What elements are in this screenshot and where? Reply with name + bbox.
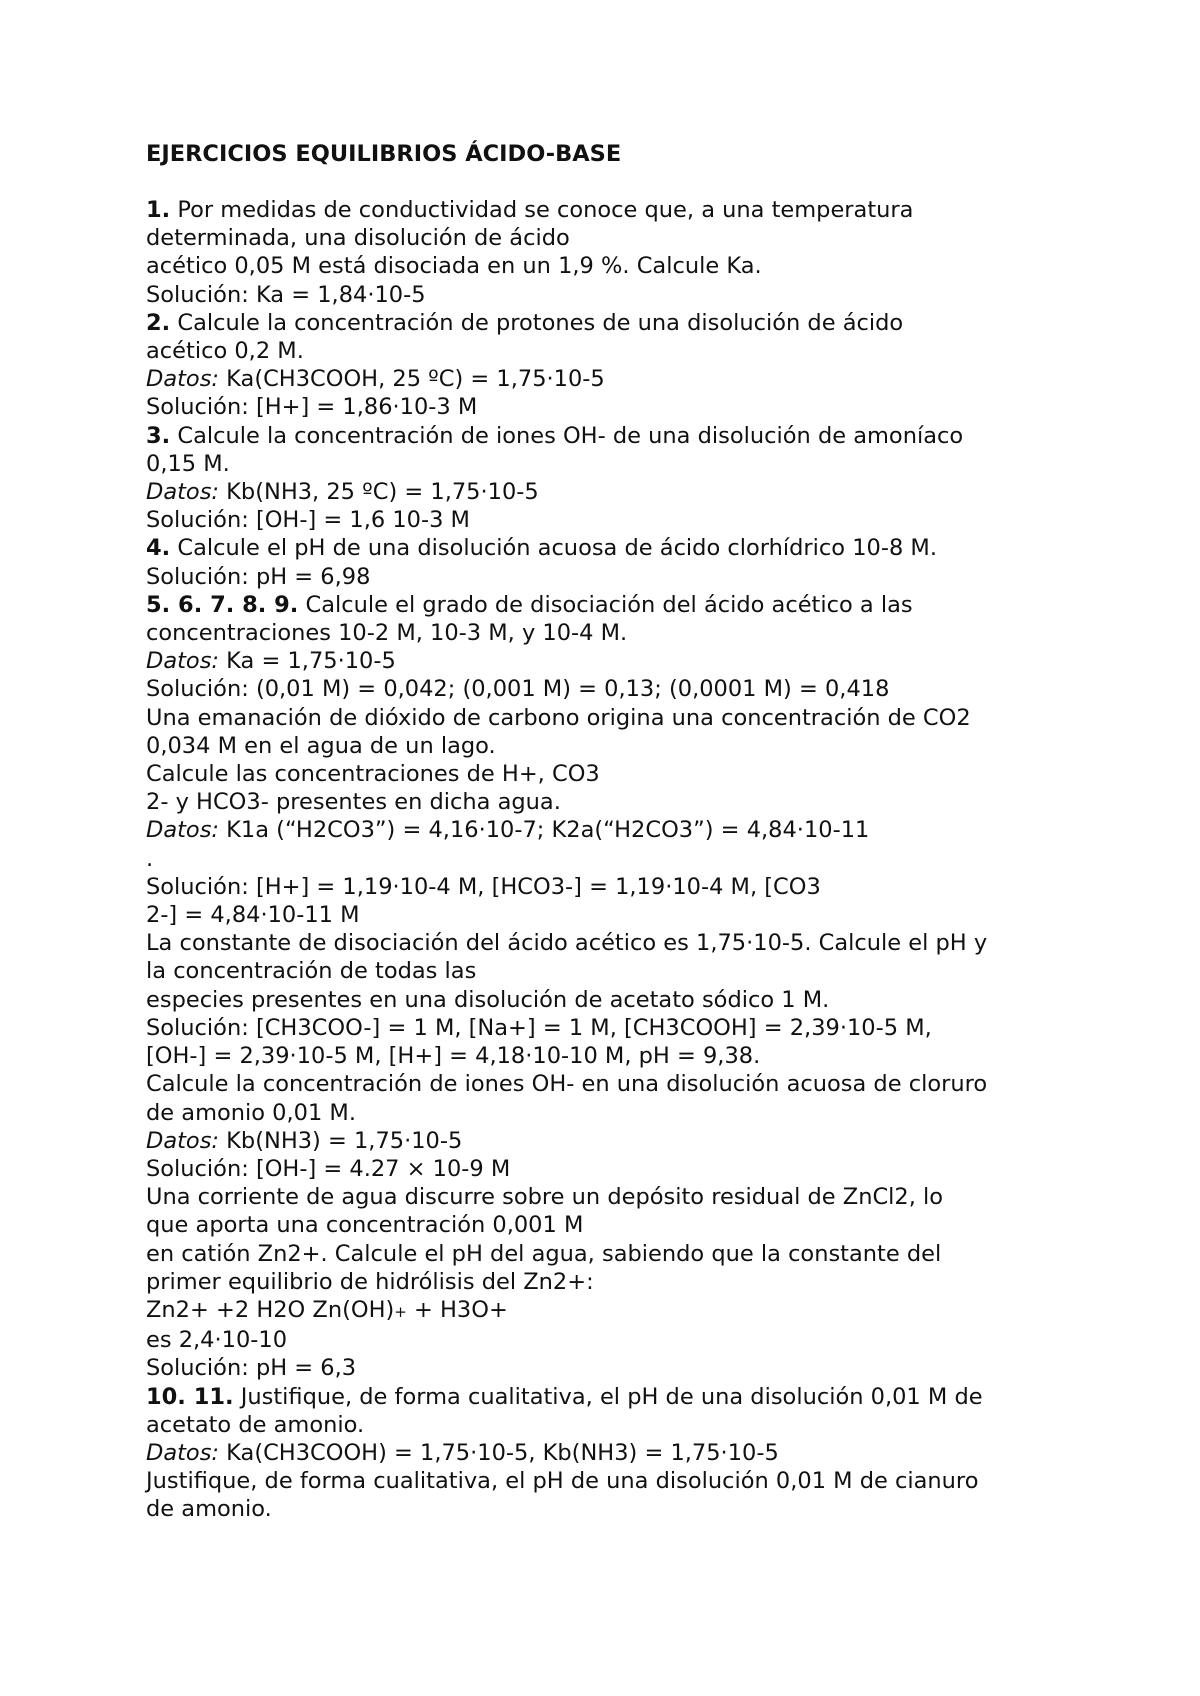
line-text: Una corriente de agua discurre sobre un depósito residual de ZnCl2, lo (146, 1184, 944, 1211)
text-line (146, 1467, 1126, 1495)
text-line (146, 1240, 1126, 1268)
line-text: determinada, una disolución de ácido (146, 225, 570, 252)
exercise-number: 10. 11. (146, 1383, 234, 1410)
text-line (146, 1211, 1126, 1239)
line-text: concentraciones 10-2 M, 10-3 M, y 10-4 M. (146, 620, 628, 647)
line-text: en catión Zn2+. Calcule el pH del agua, sabiendo que la constante del (146, 1240, 942, 1267)
text-line (146, 1354, 1126, 1382)
line-text: Solución: pH = 6,3 (146, 1355, 357, 1382)
exercise-number: 2. (146, 309, 171, 336)
text-line (146, 450, 1126, 478)
text-line (146, 281, 1126, 309)
text-line (146, 393, 1126, 421)
data-label: Datos: (146, 366, 220, 393)
line-text: acético 0,05 M está disociada en un 1,9 %. Calcule Ka. (146, 253, 762, 280)
line-text: K1a (“H2CO3”) = 4,16·10-7; K2a(“H2CO3”) = 4,84·10-11 (219, 817, 870, 844)
text-line (146, 365, 1126, 393)
line-text: de amonio 0,01 M. (146, 1099, 356, 1126)
data-label: Datos: (146, 1127, 220, 1154)
text-line (146, 845, 1126, 873)
line-text: Solución: pH = 6,98 (146, 563, 371, 590)
text-line (146, 816, 1126, 844)
line-text: Zn2+ +2 H2O Zn(OH) (146, 1296, 395, 1323)
exercise-number: 3. (146, 422, 171, 449)
line-text: La constante de disociación del ácido acético es 1,75·10-5. Calcule el pH y (146, 930, 988, 957)
text-line (146, 1383, 1126, 1411)
subscript-charge: + (394, 1302, 407, 1321)
text-line (146, 1268, 1126, 1296)
text-line (146, 1326, 1126, 1354)
line-text: la concentración de todas las (146, 958, 477, 985)
line-text: Solución: [OH-] = 1,6 10-3 M (146, 507, 470, 534)
line-text: Calcule el pH de una disolución acuosa de ácido clorhídrico 10-8 M. (170, 535, 937, 562)
text-line (146, 619, 1126, 647)
text-line (146, 1099, 1126, 1127)
data-label: Datos: (146, 479, 220, 506)
line-text: de amonio. (146, 1496, 272, 1523)
line-text: Solución: [CH3COO-] = 1 M, [Na+] = 1 M, [CH3COOH] = 2,39·10-5 M, (146, 1014, 932, 1041)
text-line (146, 1411, 1126, 1439)
text-line (146, 309, 1126, 337)
text-line (146, 591, 1126, 619)
text-line (146, 675, 1126, 703)
text-line (146, 760, 1126, 788)
line-text: Por medidas de conductividad se conoce que, a una temperatura (170, 197, 914, 223)
line-text: Calcule la concentración de iones OH- en una disolución acuosa de cloruro (146, 1071, 988, 1098)
data-label: Datos: (146, 817, 220, 844)
text-line (146, 1296, 1126, 1326)
document-body (146, 196, 1126, 1524)
text-line (146, 1183, 1126, 1211)
text-line (146, 337, 1126, 365)
line-text-tail: + H3O+ (406, 1296, 508, 1323)
line-text: 2-] = 4,84·10-11 M (146, 902, 360, 929)
line-text: especies presentes en una disolución de acetato sódico 1 M. (146, 986, 830, 1013)
text-line (146, 563, 1126, 591)
text-line (146, 957, 1126, 985)
line-text: primer equilibrio de hidrólisis del Zn2+: (146, 1268, 594, 1295)
text-line (146, 506, 1126, 534)
line-text: Calcule las concentraciones de H+, CO3 (146, 761, 600, 788)
text-line (146, 732, 1126, 760)
text-line (146, 1155, 1126, 1183)
text-line (146, 1070, 1126, 1098)
line-text: 0,034 M en el agua de un lago. (146, 732, 496, 759)
line-text: Justifique, de forma cualitativa, el pH de una disolución 0,01 M de cianuro (146, 1468, 979, 1495)
line-text: Justifique, de forma cualitativa, el pH de una disolución 0,01 M de (233, 1383, 983, 1410)
exercise-number: 1. (146, 197, 171, 223)
text-line (146, 224, 1126, 252)
line-text: que aporta una concentración 0,001 M (146, 1212, 584, 1239)
line-text: Solución: [H+] = 1,19·10-4 M, [HCO3-] = 1,19·10-4 M, [CO3 (146, 873, 821, 900)
text-line (146, 704, 1126, 732)
text-line (146, 1495, 1126, 1523)
text-line (146, 1439, 1126, 1467)
line-text: Calcule la concentración de iones OH- de una disolución de amoníaco (170, 422, 964, 449)
line-text: Ka = 1,75·10-5 (219, 648, 396, 675)
text-line (146, 1014, 1126, 1042)
line-text: Kb(NH3, 25 ºC) = 1,75·10-5 (219, 479, 539, 506)
line-text: Calcule el grado de disociación del ácido acético a las (298, 591, 913, 618)
line-text: Solución: Ka = 1,84·10-5 (146, 281, 426, 308)
line-text: Solución: [OH-] = 4.27 × 10-9 M (146, 1155, 511, 1182)
exercise-number: 5. 6. 7. 8. 9. (146, 591, 299, 618)
line-text: Una emanación de dióxido de carbono origina una concentración de CO2 (146, 704, 971, 731)
text-line (146, 252, 1126, 280)
document-title: EJERCICIOS EQUILIBRIOS ÁCIDO-BASE (146, 141, 622, 167)
text-line (146, 196, 1126, 224)
text-line (146, 478, 1126, 506)
line-text: Calcule la concentración de protones de una disolución de ácido (170, 309, 904, 336)
text-line (146, 647, 1126, 675)
line-text: Solución: (0,01 M) = 0,042; (0,001 M) = 0,13; (0,0001 M) = 0,418 (146, 676, 890, 703)
data-label: Datos: (146, 1439, 220, 1466)
text-line (146, 1042, 1126, 1070)
line-text: Ka(CH3COOH) = 1,75·10-5, Kb(NH3) = 1,75·10-5 (219, 1439, 779, 1466)
data-label: Datos: (146, 648, 220, 675)
line-text: 2- y HCO3- presentes en dicha agua. (146, 789, 561, 816)
text-line (146, 873, 1126, 901)
line-text: acetato de amonio. (146, 1411, 365, 1438)
line-text: 0,15 M. (146, 450, 230, 477)
exercise-number: 4. (146, 535, 171, 562)
line-text: acético 0,2 M. (146, 338, 304, 365)
text-line (146, 1127, 1126, 1155)
line-text: Kb(NH3) = 1,75·10-5 (219, 1127, 463, 1154)
line-text: . (146, 845, 154, 872)
line-text: es 2,4·10-10 (146, 1327, 288, 1354)
text-line (146, 534, 1126, 562)
text-line (146, 986, 1126, 1014)
document-page (146, 140, 1126, 1524)
line-text: [OH-] = 2,39·10-5 M, [H+] = 4,18·10-10 M, pH = 9,38. (146, 1043, 761, 1070)
line-text: Ka(CH3COOH, 25 ºC) = 1,75·10-5 (219, 366, 605, 393)
line-text: Solución: [H+] = 1,86·10-3 M (146, 394, 478, 421)
text-line (146, 929, 1126, 957)
text-line (146, 788, 1126, 816)
text-line (146, 422, 1126, 450)
text-line (146, 901, 1126, 929)
